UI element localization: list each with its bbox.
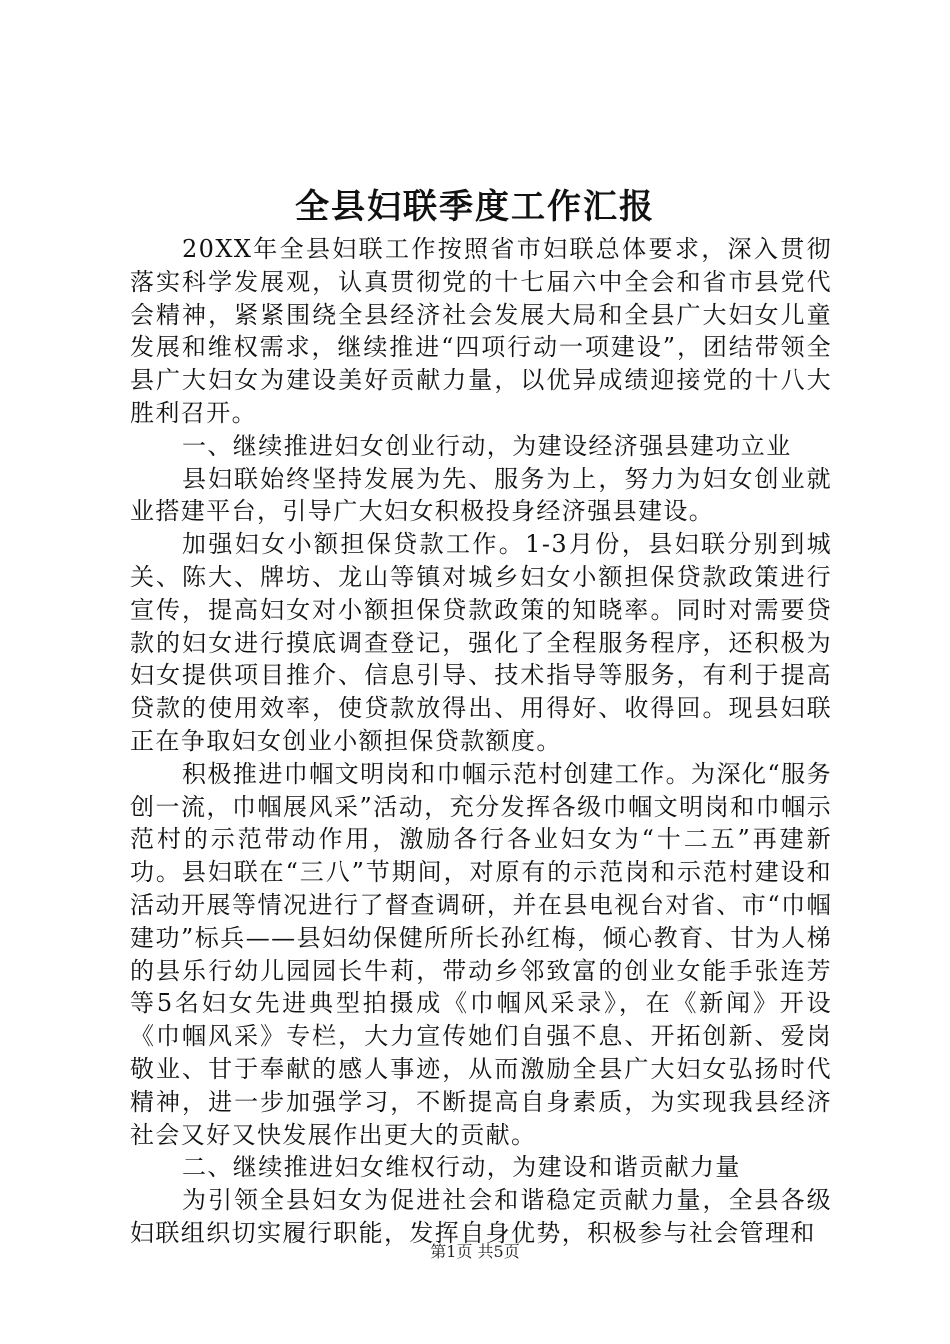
body-paragraph: 县妇联始终坚持发展为先、服务为上，努力为妇女创业就业搭建平台，引导广大妇女积极投身经济强县建设。 bbox=[130, 464, 832, 526]
body-paragraph: 为引领全县妇女为促进社会和谐稳定贡献力量，全县各级妇联组织切实履行职能，发挥自身优势，积极参与社会管理和 bbox=[130, 1186, 832, 1247]
section-heading-1: 一、继续推进妇女创业行动，为建设经济强县建功立业 bbox=[182, 431, 792, 460]
body-paragraph: 积极推进巾帼文明岗和巾帼示范村创建工作。为深化“服务创一流，巾帼展风采”活动，充分发挥各级巾帼文明岗和巾帼示范村的示范带动作用，激励各行各业妇女为“十二五”再建新功。县妇联在“三八”节期间，对原有的示范岗和示范村建设和活动开展等情况进行了督查调研，并在县电视台对省、市“巾帼建功”标兵——县妇幼保健所所长孙红梅，倾心教育、甘为人梯的县乐行幼儿园园长牛莉，带动乡邻致富的创业女能手张连芳等5名妇女先进典型拍摄成《巾帼风采录》，在《新闻》开设《巾帼风采》专栏，大力宣传她们自强不息、开拓创新、爱岗敬业、甘于奉献的感人事迹，从而激励全县广大妇女弘扬时代精神，进一步加强学习，不断提高自身素质，为实现我县经济社会又好又快发展作出更大的贡献。 bbox=[130, 759, 832, 1149]
intro-paragraph: 20XX年全县妇联工作按照省市妇联总体要求，深入贯彻落实科学发展观，认真贯彻党的十七届六中全会和省市县党代会精神，紧紧围绕全县经济社会发展大局和全县广大妇女儿童发展和维权需求，继续推进“四项行动一项建设”，团结带领全县广大妇女为建设美好贡献力量，以优异成绩迎接党的十八大胜利召开。 bbox=[130, 235, 832, 427]
page-number-footer: 第1页 共5页 bbox=[430, 1242, 520, 1261]
document-title: 全县妇联季度工作汇报 bbox=[295, 187, 655, 227]
document-body bbox=[130, 233, 832, 1250]
body-paragraph: 加强妇女小额担保贷款工作。1-3月份，县妇联分别到城关、陈大、牌坊、龙山等镇对城乡妇女小额担保贷款政策进行宣传，提高妇女对小额担保贷款政策的知晓率。同时对需要贷款的妇女进行摸底调查登记，强化了全程服务程序，还积极为妇女提供项目推介、信息引导、技术指导等服务，有利于提高贷款的使用效率，使贷款放得出、用得好、收得回。现县妇联正在争取妇女创业小额担保贷款额度。 bbox=[130, 530, 832, 755]
section-heading-2: 二、继续推进妇女维权行动，为建设和谐贡献力量 bbox=[182, 1153, 741, 1182]
